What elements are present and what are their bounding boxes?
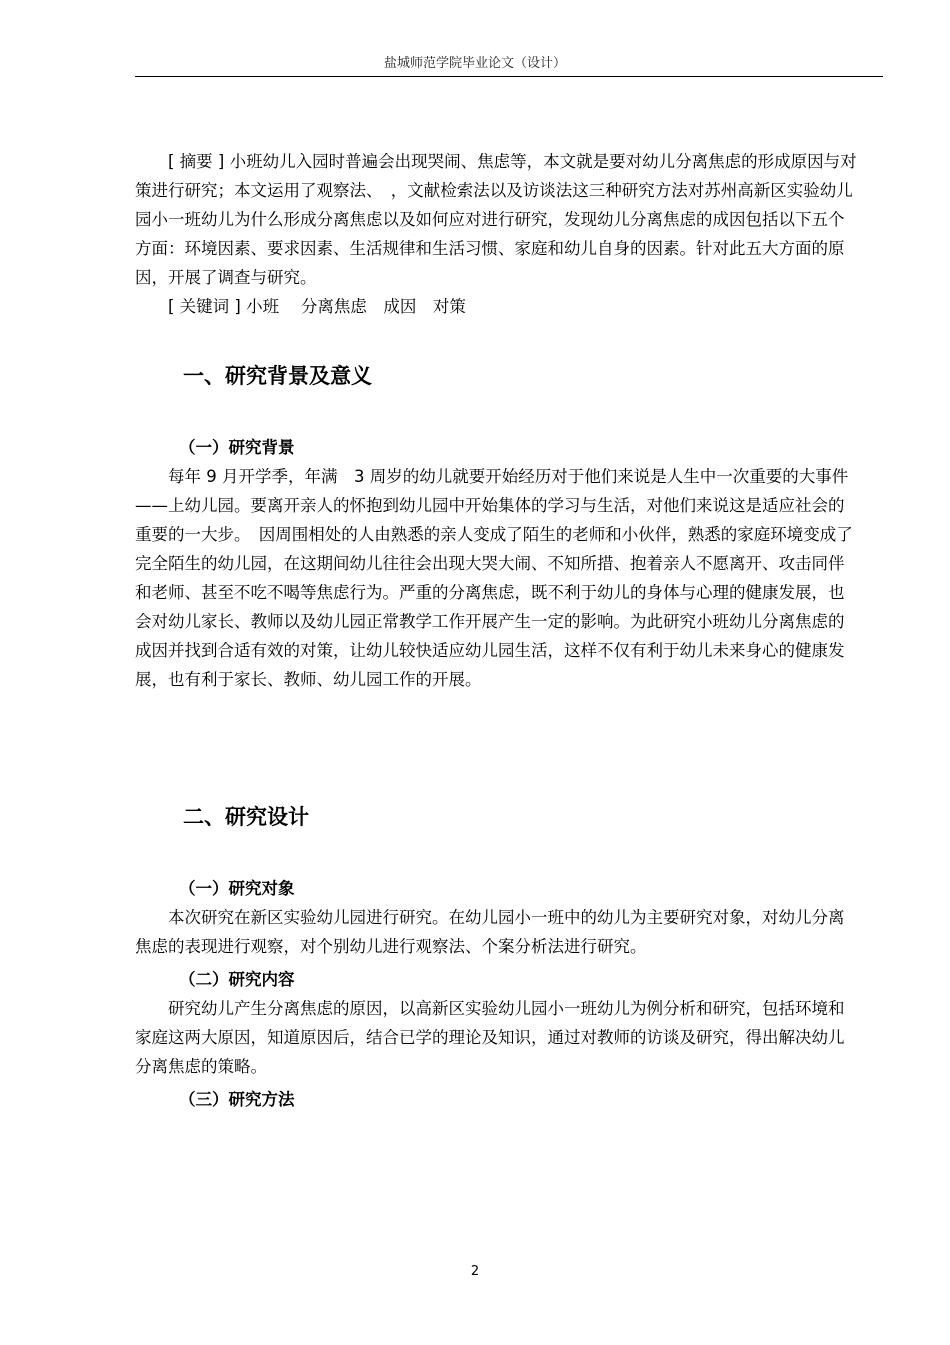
section-2-sub-3-heading: （三）研究方法 (179, 1090, 295, 1109)
keywords-line: [ 关键词 ] 小班 分离焦虑 成因 对策 (168, 297, 466, 316)
document-body (135, 147, 857, 1114)
page-header: 盐城师范学院毕业论文（设计） (383, 56, 566, 71)
section-2-heading: 二、研究设计 (183, 805, 309, 829)
section-2-sub-2-paragraph: 研究幼儿产生分离焦虑的原因，以高新区实验幼儿园小一班幼儿为例分析和研究，包括环境和家庭这两大原因，知道原因后，结合已学的理论及知识，通过对教师的访谈及研究，得出解决幼儿分离焦虑的策略。 (135, 999, 845, 1076)
abstract-paragraph: [ 摘要 ] 小班幼儿入园时普遍会出现哭闹、焦虑等，本文就是要对幼儿分离焦虑的形成原因与对策进行研究；本文运用了观察法、 ，文献检索法以及访谈法这三种研究方法对苏州高新区实验幼儿园小一班幼儿为什么形成分离焦虑以及如何应对进行研究，发现幼儿分离焦虑的成因包括以下五个方面：环境因素、要求因素、生活规律和生活习惯、家庭和幼儿自身的因素。针对此五大方面的原因，开展了调查与研究。 (135, 152, 857, 287)
section-2-sub-2-heading: （二）研究内容 (179, 970, 295, 989)
section-2-sub-1-paragraph: 本次研究在新区实验幼儿园进行研究。在幼儿园小一班中的幼儿为主要研究对象，对幼儿分离焦虑的表现进行观察，对个别幼儿进行观察法、个案分析法进行研究。 (135, 908, 845, 956)
section-1-sub-1-heading: （一）研究背景 (179, 438, 295, 457)
section-1-sub-1-paragraph: 每年 9 月开学季，年满 3 周岁的幼儿就要开始经历对于他们来说是人生中一次重要的大事件——上幼儿园。要离开亲人的怀抱到幼儿园中开始集体的学习与生活，对他们来说这是适应社会的重要的一大步。 因周围相处的人由熟悉的亲人变成了陌生的老师和小伙伴，熟悉的家庭环境变成了完全陌生的幼儿园，在这期间幼儿往往会出现大哭大闹、不知所措、抱着亲人不愿离开、攻击同伴和老师、甚至不吃不喝等焦虑行为。严重的分离焦虑，既不利于幼儿的身体与心理的健康发展，也会对幼儿家长、教师以及幼儿园正常教学工作开展产生一定的影响。为此研究小班幼儿分离焦虑的成因并找到合适有效的对策，让幼儿较快适应幼儿园生活，这样不仅有利于幼儿未来身心的健康发展，也有利于家长、教师、幼儿园工作的开展。 (135, 467, 853, 689)
page-number: 2 (470, 1264, 480, 1279)
section-2-sub-1-heading: （一）研究对象 (179, 879, 295, 898)
header-rule (135, 76, 883, 77)
section-1-heading: 一、研究背景及意义 (183, 364, 372, 388)
